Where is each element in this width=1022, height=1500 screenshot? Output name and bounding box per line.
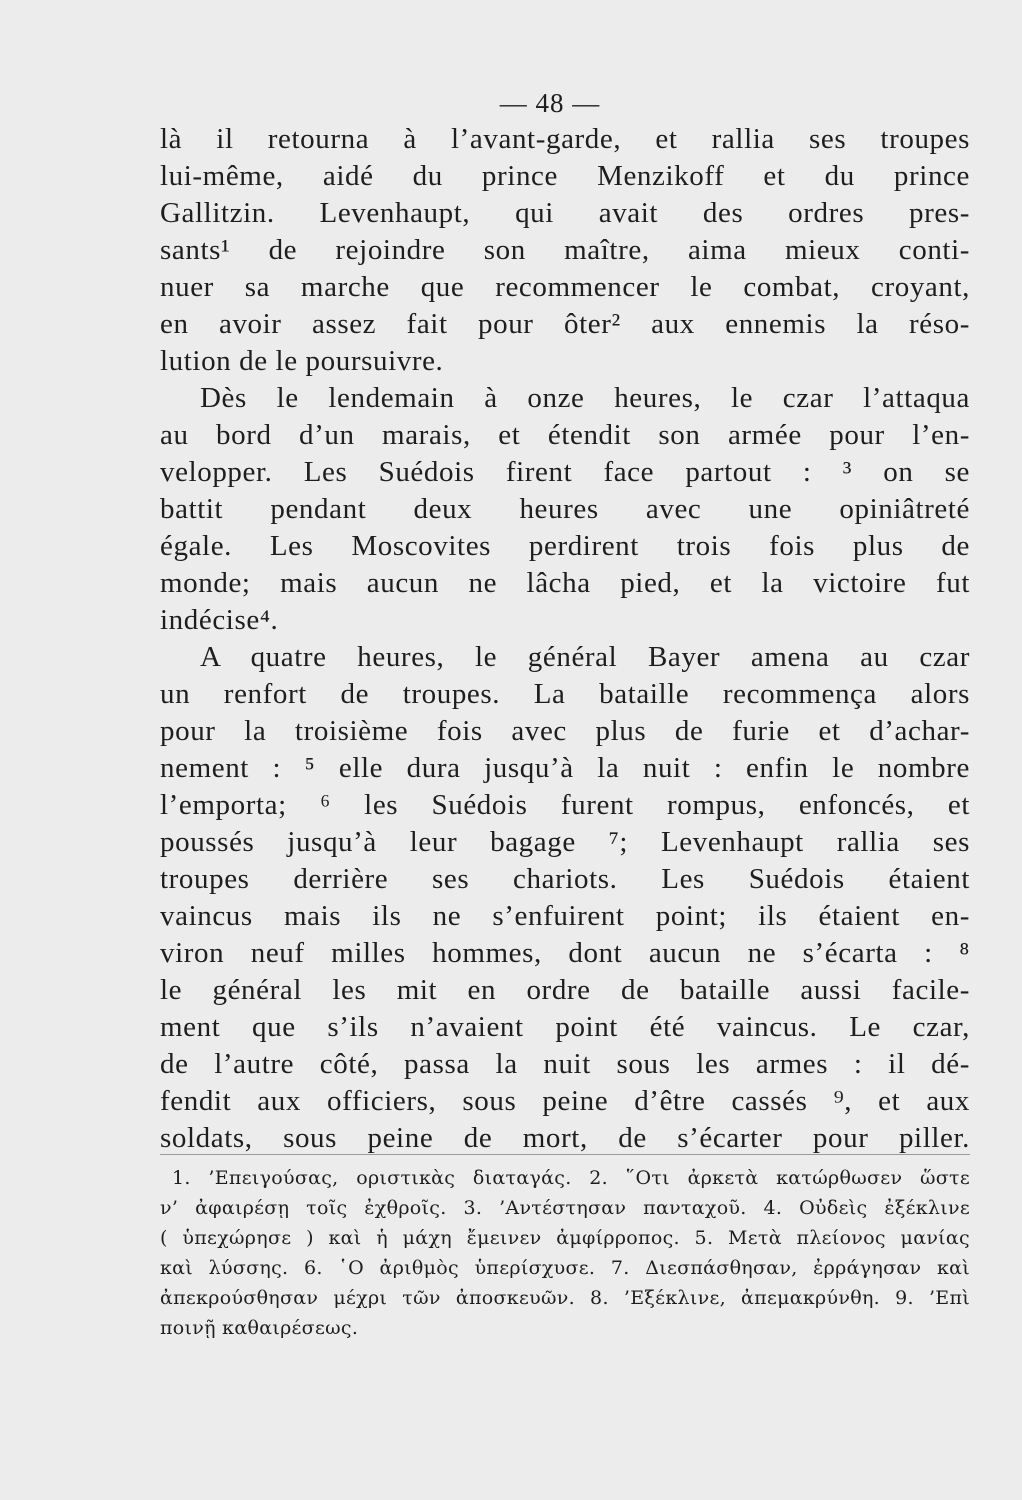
body-line-7: lution de le poursuivre.	[160, 345, 444, 377]
body-line-24: le général les mit en ordre de bataille aussi facile-	[160, 974, 970, 1006]
body-line-14: indécise⁴.	[160, 604, 279, 636]
body-line-28: soldats, sous peine de mort, de s’écarter pour piller.	[160, 1122, 970, 1154]
body-line-22: vaincus mais ils ne s’enfuirent point; ils étaient en-	[160, 900, 970, 932]
body-line-26: de l’autre côté, passa la nuit sous les armes : il dé-	[160, 1048, 970, 1080]
body-line-16: un renfort de troupes. La bataille recommença alors	[160, 678, 970, 710]
body-line-27: fendit aux officiers, sous peine d’être cassés ⁹, et aux	[160, 1085, 970, 1117]
body-line-3: Gallitzin. Levenhaupt, qui avait des ordres pres-	[160, 197, 970, 229]
body-line-19: l’emporta; ⁶ les Suédois furent rompus, enfoncés, et	[160, 789, 970, 821]
body-line-10: velopper. Les Suédois firent face partout : ³ on se	[160, 456, 970, 488]
footnote-line-6: ποινῇ καθαιρέσεως.	[160, 1317, 359, 1339]
body-line-13: monde; mais aucun ne lâcha pied, et la victoire fut	[160, 567, 970, 599]
body-line-12: égale. Les Moscovites perdirent trois fois plus de	[160, 530, 970, 562]
body-line-4: sants¹ de rejoindre son maître, aima mieux conti-	[160, 234, 970, 266]
footnote-line-4: καὶ λύσσης. 6. ῾Ο ἀριθμὸς ὑπερίσχυσε. 7. Διεσπάσθησαν, ἐρράγησαν καὶ	[160, 1257, 970, 1279]
body-line-21: troupes derrière ses chariots. Les Suédois étaient	[160, 863, 970, 895]
body-line-25: ment que s’ils n’avaient point été vaincus. Le czar,	[160, 1011, 970, 1043]
body-line-6: en avoir assez fait pour ôter² aux ennemis la réso-	[160, 308, 970, 340]
page-number: — 48 —	[499, 88, 601, 118]
body-line-17: pour la troisième fois avec plus de furie et d’achar-	[160, 715, 970, 747]
body-line-23: viron neuf milles hommes, dont aucun ne s’écarta : ⁸	[160, 937, 970, 969]
footnote-rule	[160, 1154, 970, 1155]
body-line-2: lui-même, aidé du prince Menzikoff et du prince	[160, 160, 970, 192]
body-line-9: au bord d’un marais, et étendit son armée pour l’en-	[160, 419, 970, 451]
footnote-line-2: ν’ ἀφαιρέσῃ τοῖς ἐχθροῖς. 3. ’Αντέστησαν πανταχοῦ. 4. Οὐδεὶς ἐξέκλινε	[160, 1197, 970, 1219]
footnote-line-5: ἀπεκρούσθησαν μέχρι τῶν ἀποσκευῶν. 8. ’Εξέκλινε, ἀπεμακρύνθη. 9. ’Επὶ	[160, 1287, 970, 1309]
body-line-1: là il retourna à l’avant-garde, et rallia ses troupes	[160, 123, 970, 155]
body-line-11: battit pendant deux heures avec une opiniâtreté	[160, 493, 970, 525]
footnote-line-1: 1. ’Επειγούσας, οριστικὰς διαταγάς. 2. ῞Οτι ἀρκετὰ κατώρθωσεν ὥστε	[172, 1167, 970, 1189]
body-line-8: Dès le lendemain à onze heures, le czar l’attaqua	[200, 382, 970, 414]
body-line-5: nuer sa marche que recommencer le combat, croyant,	[160, 271, 970, 303]
body-line-15: A quatre heures, le général Bayer amena au czar	[200, 641, 970, 673]
body-line-18: nement : ⁵ elle dura jusqu’à la nuit : enfin le nombre	[160, 752, 970, 784]
body-line-20: poussés jusqu’à leur bagage ⁷; Levenhaupt rallia ses	[160, 826, 970, 858]
footnote-line-3: ( ὑπεχώρησε ) καὶ ἡ μάχη ἔμεινεν ἀμφίρροπος. 5. Μετὰ πλείονος μανίας	[160, 1227, 970, 1249]
